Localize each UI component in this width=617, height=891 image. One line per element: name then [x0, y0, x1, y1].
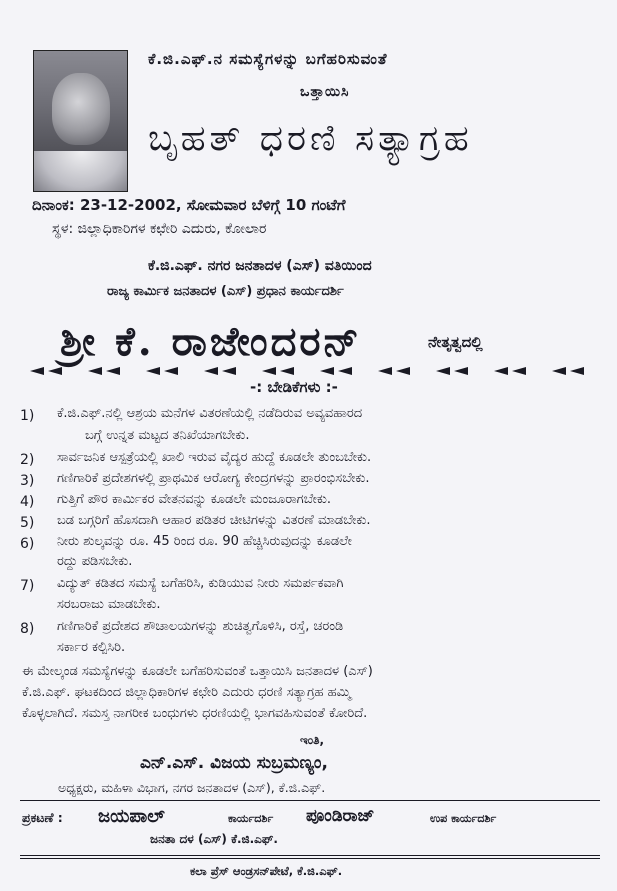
demand-number: 2)	[20, 452, 35, 468]
event-place: ಸ್ಥಳ: ಜಿಲ್ಲಾಧಿಕಾರಿಗಳ ಕಛೇರಿ ಎದುರು, ಕೋಲಾರ	[52, 221, 267, 237]
ornament-divider	[30, 365, 590, 377]
divider-bottom-double	[20, 858, 600, 859]
publisher-label: ಪ್ರಕಟಣೆ :	[22, 810, 63, 825]
leader-suffix: ನೇತೃತ್ವದಲ್ಲಿ	[428, 333, 483, 351]
demand-number: 5)	[20, 515, 35, 531]
closing-paragraph-line: ಕೆ.ಜಿ.ಎಫ್. ಘಟಕದಿಂದ ಜಿಲ್ಲಾಧಿಕಾರಿಗಳ ಕಛೇರಿ ಎದುರು ಧರಣಿ ಸತ್ಯಾಗ್ರಹ ಹಮ್ಮಿ	[22, 685, 351, 700]
demand-text: ಕೆ.ಜಿ.ಎಫ್.ನಲ್ಲಿ ಆಶ್ರಯ ಮನೆಗಳ ವಿತರಣೆಯಲ್ಲಿ ನಡೆದಿರುವ ಅವ್ಯವಹಾರದ	[57, 406, 363, 421]
page-title: ಬೃಹತ್ ಧರಣಿ ಸತ್ಯಾಗ್ರಹ	[148, 118, 473, 159]
publisher-name-1: ಜಯಪಾಲ್	[98, 806, 165, 827]
divider-bottom	[20, 855, 600, 856]
demand-text: ಬಡ ಬಗ್ಗರಿಗೆ ಹೊಸದಾಗಿ ಆಹಾರ ಪಡಿತರ ಚೀಟಿಗಳನ್ನು ವಿತರಣೆ ಮಾಡಬೇಕು.	[57, 513, 371, 528]
demands-heading: -: ಬೇಡಿಕೆಗಳು :-	[250, 378, 338, 396]
printer-credit: ಕಲಾ ಪ್ರೆಸ್ ಆಂಡ್ರಸನ್‌ಪೇಟೆ, ಕೆ.ಜಿ.ಎಫ್.	[190, 864, 343, 878]
closing-paragraph-line: ಈ ಮೇಲ್ಕಂಡ ಸಮಸ್ಯೆಗಳನ್ನು ಕೂಡಲೇ ಬಗೆಹರಿಸುವಂತೆ ಒತ್ತಾಯಿಸಿ ಜನತಾದಳ (ಎಸ್)	[22, 664, 373, 679]
closing-paragraph-line: ಕೊಳ್ಳಲಾಗಿದೆ. ಸಮಸ್ತ ನಾಗರೀಕ ಬಂಧುಗಳು ಧರಣಿಯಲ್ಲಿ ಭಾಗವಹಿಸುವಂತೆ ಕೋರಿದೆ.	[22, 706, 368, 721]
leader-photo	[33, 50, 128, 192]
demand-text: ನೀರು ಶುಲ್ಕವನ್ನು ರೂ. 45 ರಿಂದ ರೂ. 90 ಹೆಚ್ಚಿಸಿರುವುದನ್ನು ಕೂಡಲೇ	[57, 534, 352, 549]
demand-number: 6)	[20, 536, 35, 552]
demand-text: ರದ್ದು ಪಡಿಸಬೇಕು.	[57, 554, 133, 569]
publisher-role-2: ಉಪ ಕಾರ್ಯದರ್ಶಿ	[430, 812, 497, 825]
demand-text: ಸರ್ಕಾರ ಕಲ್ಪಿಸಿರಿ.	[57, 640, 126, 655]
event-date: ದಿನಾಂಕ: 23-12-2002, ಸೋಮವಾರ ಬೆಳಿಗ್ಗೆ 10 ಗಂಟೆಗೆ	[32, 196, 346, 214]
photo-face	[52, 73, 110, 145]
demand-text: ಗಣಿಗಾರಿಕೆ ಪ್ರದೇಶಗಳಲ್ಲಿ ಪ್ರಾಥಮಿಕ ಆರೋಗ್ಯ ಕೇಂದ್ರಗಳನ್ನು ಪ್ರಾರಂಭಿಸಬೇಕು.	[57, 471, 370, 486]
demand-text: ಸರಬರಾಜು ಮಾಡಬೇಕು.	[57, 597, 161, 612]
signature-name: ಎನ್.ಎಸ್. ವಿಜಯ ಸುಬ್ರಮಣ್ಯಂ,	[140, 753, 328, 773]
publisher-role-1: ಕಾರ್ಯದರ್ಶಿ	[228, 812, 274, 825]
demand-text: ವಿದ್ಯುತ್ ಕಡಿತದ ಸಮಸ್ಯೆ ಬಗೆಹರಿಸಿ, ಕುಡಿಯುವ ನೀರು ಸಮರ್ಪಕವಾಗಿ	[57, 576, 344, 591]
demand-number: 3)	[20, 473, 35, 489]
header-line2: ಒತ್ತಾಯಿಸಿ	[300, 84, 350, 100]
demand-text: ಬಗ್ಗೆ ಉನ್ನತ ಮಟ್ಟದ ತನಿಖೆಯಾಗಬೇಕು.	[85, 428, 250, 443]
header-line1: ಕೆ.ಜಿ.ಎಫ್.ನ ಸಮಸ್ಯೆಗಳನ್ನು ಬಗೆಹರಿಸುವಂತೆ	[148, 50, 388, 68]
signature-greeting: ಇಂತಿ,	[300, 733, 325, 747]
demand-text: ಗಣಿಗಾರಿಕೆ ಪ್ರದೇಶದ ಶೌಚಾಲಯಗಳನ್ನು ಶುಚಿತ್ವಗೊಳಿಸಿ, ರಸ್ತೆ, ಚರಂಡಿ	[57, 619, 344, 634]
demand-number: 1)	[20, 408, 35, 424]
organizer-party: ಕೆ.ಜಿ.ಎಫ್. ನಗರ ಜನತಾದಳ (ಎಸ್) ವತಿಯಿಂದ	[148, 258, 372, 274]
demand-number: 7)	[20, 578, 35, 594]
demand-text: ಸಾರ್ವಜನಿಕ ಆಸ್ಪತ್ರೆಯಲ್ಲಿ ಖಾಲಿ ಇರುವ ವೈದ್ಯರ ಹುದ್ದೆ ಕೂಡಲೇ ತುಂಬಬೇಕು.	[57, 450, 372, 465]
organizer-designation: ರಾಜ್ಯ ಕಾರ್ಮಿಕ ಜನತಾದಳ (ಎಸ್) ಪ್ರಧಾನ ಕಾರ್ಯದರ್ಶಿ	[107, 284, 344, 299]
leader-name: ಶ್ರೀ ಕೆ. ರಾಜೇಂದರನ್	[60, 318, 362, 365]
photo-shirt	[34, 151, 128, 192]
divider-top	[20, 800, 600, 801]
demand-number: 4)	[20, 494, 35, 510]
publisher-party: ಜನತಾ ದಳ (ಎಸ್) ಕೆ.ಜಿ.ಎಫ್.	[150, 832, 278, 846]
publisher-name-2: ಪೂಂಡಿರಾಜ್	[306, 806, 375, 826]
demand-number: 8)	[20, 621, 35, 637]
signature-title: ಅಧ್ಯಕ್ಷರು, ಮಹಿಳಾ ವಿಭಾಗ, ನಗರ ಜನತಾದಳ (ಎಸ್), ಕೆ.ಜಿ.ಎಫ್.	[58, 780, 326, 795]
demand-text: ಗುತ್ತಿಗೆ ಪೌರ ಕಾರ್ಮಿಕರ ವೇತನವನ್ನು ಕೂಡಲೇ ಮಂಜೂರಾಗಬೇಕು.	[57, 492, 331, 507]
